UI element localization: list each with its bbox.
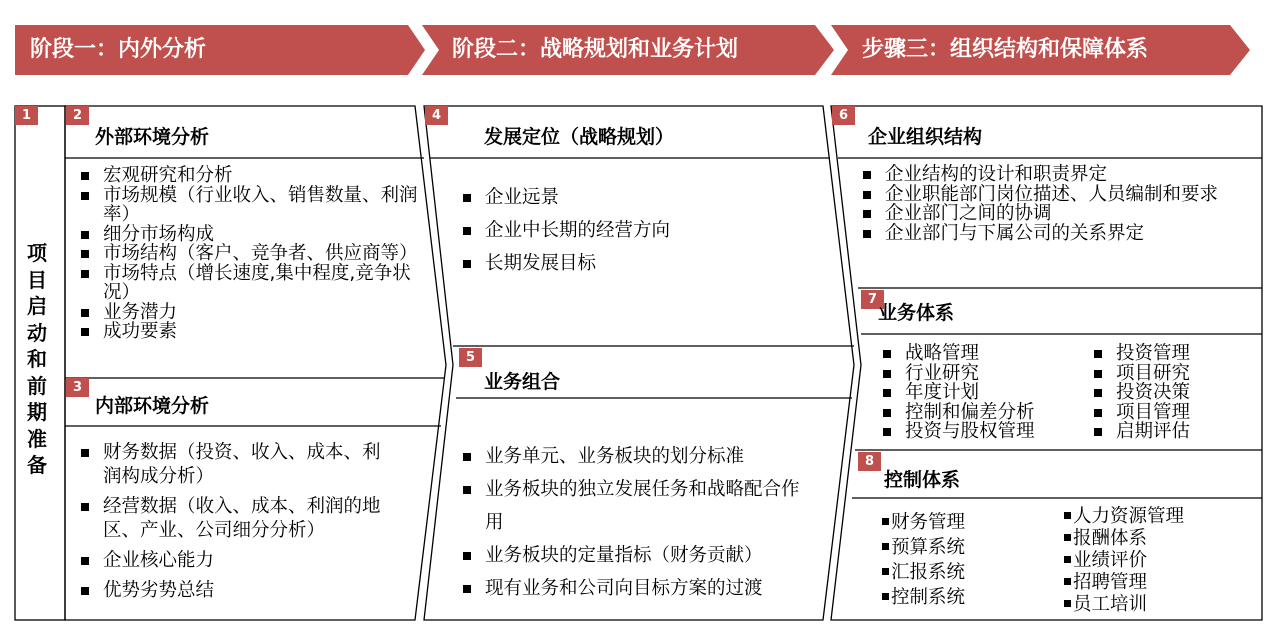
box-2-title: 外部环境分析 [95, 126, 210, 148]
list-item: 行业研究 [880, 364, 1070, 384]
list-item: 项目研究 [1091, 364, 1241, 384]
list-item: 招聘管理 [1064, 572, 1184, 594]
box-4-title: 发展定位（战略规划） [484, 126, 675, 148]
list-item: 人力资源管理 [1064, 506, 1184, 528]
box-5-title: 业务组合 [484, 371, 561, 393]
list-item: 启期评估 [1091, 422, 1241, 442]
box-3-title: 内部环境分析 [95, 395, 210, 417]
stage-2-label: 阶段二：战略规划和业务计划 [452, 37, 739, 62]
box-7-title: 业务体系 [878, 302, 955, 324]
list-item: 企业中长期的经营方向 [460, 214, 800, 247]
box-7-right-list [1091, 344, 1241, 442]
list-item: 经营数据（收入、成本、利润的地区、产业、公司细分分析） [78, 495, 398, 543]
box-1-title: 项目启动和前期准备 [27, 241, 47, 477]
box-7-left-list [880, 344, 1070, 442]
box-4-list [460, 181, 800, 280]
list-item: 优势劣势总结 [78, 579, 398, 603]
list-item: 企业部门与下属公司的关系界定 [860, 224, 1235, 244]
box-8-right-list [1064, 506, 1184, 616]
list-item: 投资管理 [1091, 344, 1241, 364]
box-7-badge: 7 [861, 290, 884, 309]
stage-3-label: 步骤三：组织结构和保障体系 [862, 37, 1149, 62]
list-item: 市场结构（客户、竞争者、供应商等） [78, 244, 418, 264]
list-item: 细分市场构成 [78, 225, 418, 245]
box-1-badge: 1 [15, 106, 38, 125]
list-item: 现有业务和公司向目标方案的过渡 [460, 572, 810, 605]
box-5-list [460, 440, 810, 605]
list-item: 宏观研究和分析 [78, 166, 418, 186]
list-item: 战略管理 [880, 344, 1070, 364]
list-item: 汇报系统 [882, 560, 965, 585]
list-item: 财务数据（投资、收入、成本、利润构成分析） [78, 441, 398, 489]
list-item: 报酬体系 [1064, 528, 1184, 550]
list-item: 业务板块的定量指标（财务贡献） [460, 539, 810, 572]
list-item: 市场特点（增长速度,集中程度,竞争状况） [78, 264, 418, 303]
list-item: 业务单元、业务板块的划分标准 [460, 440, 810, 473]
box-8-title: 控制体系 [884, 469, 961, 491]
list-item: 项目管理 [1091, 403, 1241, 423]
list-item: 业务板块的独立发展任务和战略配合作用 [460, 473, 810, 539]
list-item: 控制系统 [882, 585, 965, 610]
list-item: 控制和偏差分析 [880, 403, 1070, 423]
box-6-title: 企业组织结构 [868, 126, 983, 148]
box-3-badge: 3 [66, 378, 89, 397]
list-item: 业务潜力 [78, 303, 418, 323]
list-item: 企业部门之间的协调 [860, 204, 1235, 224]
box-2-list [78, 166, 418, 342]
box-3-list [78, 441, 398, 609]
list-item: 投资与股权管理 [880, 422, 1070, 442]
box-6-list [860, 165, 1235, 243]
box-5-badge: 5 [459, 348, 482, 367]
list-item: 业绩评价 [1064, 550, 1184, 572]
box-4-badge: 4 [425, 106, 448, 125]
box-6-badge: 6 [832, 106, 855, 125]
stage-1-label: 阶段一：内外分析 [30, 37, 207, 62]
box-8-left-list [882, 510, 965, 610]
list-item: 市场规模（行业收入、销售数量、利润率） [78, 186, 418, 225]
list-item: 投资决策 [1091, 383, 1241, 403]
box-2-badge: 2 [66, 106, 89, 125]
list-item: 企业结构的设计和职责界定 [860, 165, 1235, 185]
list-item: 年度计划 [880, 383, 1070, 403]
list-item: 企业远景 [460, 181, 800, 214]
list-item: 企业核心能力 [78, 549, 398, 573]
list-item: 企业职能部门岗位描述、人员编制和要求 [860, 185, 1235, 205]
box-8-badge: 8 [858, 452, 881, 471]
list-item: 员工培训 [1064, 594, 1184, 616]
list-item: 预算系统 [882, 535, 965, 560]
list-item: 财务管理 [882, 510, 965, 535]
list-item: 长期发展目标 [460, 247, 800, 280]
list-item: 成功要素 [78, 322, 418, 342]
